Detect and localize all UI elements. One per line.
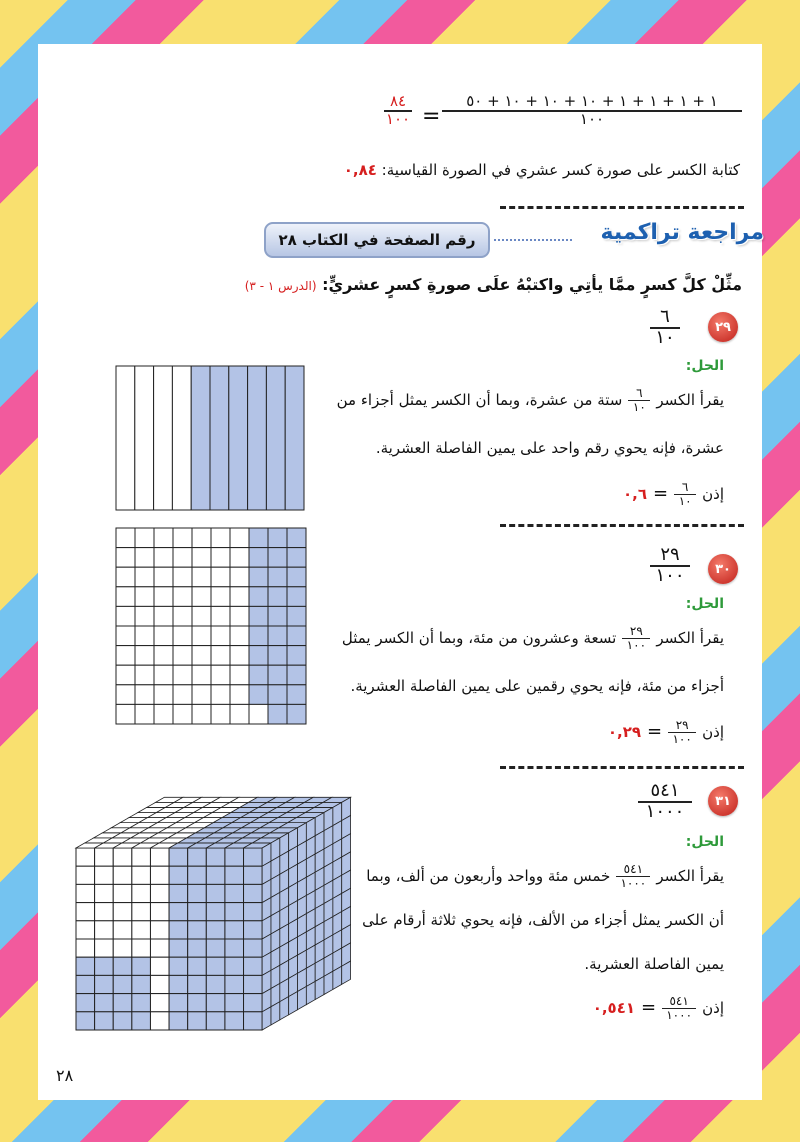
cube-face-cell (113, 866, 132, 884)
shaded-cube-face-cell (188, 903, 207, 921)
then-word: إذن (702, 999, 724, 1017)
shaded-cube-face-cell (225, 1012, 244, 1030)
cube-face-cell (150, 939, 169, 957)
conclusion-line (593, 994, 724, 1022)
cube-face-cell (150, 884, 169, 902)
conclusion-line (623, 480, 724, 508)
hundredth-cell (116, 685, 135, 705)
shaded-hundredth (249, 528, 268, 548)
tenth-strip (154, 366, 173, 510)
shaded-cube-face-cell (169, 866, 188, 884)
hundredth-cell (192, 626, 211, 646)
worksheet-page (38, 44, 762, 1100)
cube-face-cell (150, 866, 169, 884)
shaded-hundredth (287, 548, 306, 568)
sum-fraction (442, 94, 742, 128)
cube-face-cell (132, 848, 151, 866)
equals-sign: = (422, 104, 441, 129)
page-reference-text: رقم الصفحة في الكتاب ٢٨ (278, 231, 476, 249)
shaded-hundredth (249, 646, 268, 666)
cube-face-cell (95, 903, 114, 921)
cube-face-cell (113, 848, 132, 866)
cube-face-cell (150, 903, 169, 921)
inline-denominator: ١٠٠ (626, 637, 647, 652)
shaded-cube-face-cell (76, 975, 95, 993)
conclusion-equals: = (647, 721, 663, 742)
dotted-leader (494, 239, 572, 241)
problem-fraction (650, 546, 690, 586)
shaded-cube-face-cell (225, 921, 244, 939)
shaded-cube-face-cell (169, 975, 188, 993)
shaded-cube-face-cell (244, 884, 263, 902)
cube-face-cell (132, 939, 151, 957)
shaded-cube-face-cell (132, 1012, 151, 1030)
hundredth-cell (192, 567, 211, 587)
hundredth-cell (135, 704, 154, 724)
hundredth-cell (230, 528, 249, 548)
conclusion-equals: = (641, 997, 657, 1018)
shaded-cube-face-cell (206, 884, 225, 902)
hundredth-cell (135, 567, 154, 587)
hundredth-cell (173, 587, 192, 607)
shaded-hundredth (287, 587, 306, 607)
tenth-strip (135, 366, 154, 510)
shaded-cube-face-cell (95, 1012, 114, 1030)
hundredth-cell (154, 685, 173, 705)
shaded-cube-face-cell (188, 1012, 207, 1030)
solution-label: الحل: (685, 834, 724, 850)
shaded-cube-face-cell (76, 1012, 95, 1030)
then-word: إذن (702, 723, 724, 741)
problem-number-badge: ٣١ (708, 786, 738, 816)
shaded-hundredth (268, 606, 287, 626)
hundredth-cell (230, 606, 249, 626)
shaded-cube-face-cell (132, 957, 151, 975)
result-fraction (384, 94, 412, 128)
shaded-cube-face-cell (206, 975, 225, 993)
shaded-cube-face-cell (188, 884, 207, 902)
hundredth-cell (192, 528, 211, 548)
shaded-cube-face-cell (113, 994, 132, 1012)
shaded-cube-face-cell (206, 994, 225, 1012)
shaded-hundredth (287, 626, 306, 646)
conclusion-fraction (674, 481, 696, 507)
shaded-cube-face-cell (225, 884, 244, 902)
answer-value: ٠,٥٤١ (592, 999, 636, 1017)
answer-value: ٠,٦ (623, 485, 648, 503)
shaded-hundredth (287, 646, 306, 666)
top-equation (384, 94, 744, 144)
shaded-cube-face-cell (206, 903, 225, 921)
cube-face-cell (150, 957, 169, 975)
result-denominator: ١٠٠ (385, 109, 411, 128)
cube-face-cell (150, 975, 169, 993)
shaded-hundredth (249, 587, 268, 607)
hundredth-cell (211, 528, 230, 548)
shaded-cube-face-cell (169, 1012, 188, 1030)
hundredth-cell (154, 548, 173, 568)
sum-numerator: ١ + ١ + ١ + ١ + ١٠ + ١٠ + ١٠ + ٥٠ (466, 92, 718, 110)
cube-face-cell (113, 939, 132, 957)
cube-face-cell (132, 866, 151, 884)
conclusion-fraction (662, 995, 696, 1021)
shaded-cube-face-cell (244, 848, 263, 866)
shaded-cube-face-cell (206, 921, 225, 939)
standard-form-value: ٠,٨٤ (343, 161, 377, 179)
shaded-hundredth (268, 685, 287, 705)
explanation-line-1 (304, 624, 724, 652)
shaded-cube-face-cell (244, 939, 263, 957)
instruction-line (222, 271, 742, 300)
shaded-cube-face-cell (188, 848, 207, 866)
explanation-line-2: أن الكسر يمثل أجزاء من الألف، فإنه يحوي ثلاثة أرقام على (362, 911, 724, 929)
cube-face-cell (95, 921, 114, 939)
inline-fraction (622, 625, 650, 651)
shaded-cube-face-cell (113, 957, 132, 975)
cube-face-cell (76, 903, 95, 921)
conclusion-numerator: ٦ (681, 479, 689, 494)
tenths-model (114, 364, 306, 514)
page-reference-badge (264, 222, 490, 258)
fraction-numerator: ٢٩ (660, 544, 680, 565)
shaded-hundredth (249, 665, 268, 685)
standard-form-line (220, 156, 740, 184)
shaded-cube-face-cell (188, 921, 207, 939)
shaded-tenth (210, 366, 229, 510)
shaded-cube-face-cell (225, 866, 244, 884)
hundredth-cell (154, 606, 173, 626)
explanation-line-3: يمين الفاصلة العشرية. (584, 955, 724, 973)
shaded-hundredth (268, 646, 287, 666)
inline-denominator: ١٠ (632, 399, 646, 414)
shaded-cube-face-cell (244, 903, 263, 921)
cube-face-cell (113, 921, 132, 939)
shaded-hundredth (249, 626, 268, 646)
shaded-cube-face-cell (225, 903, 244, 921)
hundredth-cell (230, 685, 249, 705)
sum-denominator: ١٠٠ (579, 109, 605, 128)
shaded-cube-face-cell (225, 957, 244, 975)
problem-fraction (650, 308, 680, 348)
read-label: يقرأ الكسر (656, 391, 724, 409)
standard-form-text: كتابة الكسر على صورة كسر عشري في الصورة القياسية: (381, 161, 740, 179)
cube-face-cell (132, 903, 151, 921)
hundredth-cell (135, 606, 154, 626)
explanation-line-1 (304, 386, 724, 414)
hundredth-cell (192, 685, 211, 705)
inline-numerator: ٦ (636, 385, 643, 400)
conclusion-fraction (668, 719, 696, 745)
conclusion-numerator: ٥٤١ (669, 993, 689, 1008)
cube-face-cell (150, 1012, 169, 1030)
hundredth-cell (135, 665, 154, 685)
hundredth-cell (192, 646, 211, 666)
inline-fraction (628, 387, 650, 413)
cube-face-cell (150, 921, 169, 939)
hundredth-cell (192, 587, 211, 607)
explanation-text: خمس مئة وواحد وأربعون من ألف، وبما (366, 867, 611, 885)
shaded-tenth (285, 366, 304, 510)
cube-face-cell (113, 903, 132, 921)
fraction-denominator: ١٠٠٠ (645, 800, 685, 822)
hundredth-cell (154, 567, 173, 587)
hundredth-cell (211, 626, 230, 646)
hundredths-model (114, 526, 308, 728)
hundredth-cell (173, 606, 192, 626)
shaded-tenth (248, 366, 267, 510)
conclusion-denominator: ١٠ (678, 493, 692, 508)
hundredth-cell (173, 626, 192, 646)
hundredth-cell (116, 528, 135, 548)
shaded-hundredth (287, 528, 306, 548)
cube-face-cell (76, 866, 95, 884)
thousandths-model (74, 796, 354, 1038)
hundredth-cell (154, 646, 173, 666)
cube-face-cell (76, 921, 95, 939)
hundredth-cell (173, 704, 192, 724)
hundredth-cell (116, 665, 135, 685)
shaded-cube-face-cell (206, 866, 225, 884)
solution-label: الحل: (685, 596, 724, 612)
problem-fraction (638, 782, 692, 822)
fraction-numerator: ٥٤١ (650, 780, 680, 801)
cube-face-cell (76, 848, 95, 866)
shaded-hundredth (268, 704, 287, 724)
lesson-reference: (الدرس ١ - ٣) (244, 279, 317, 293)
conclusion-equals: = (653, 483, 669, 504)
hundredth-cell (230, 646, 249, 666)
shaded-hundredth (268, 567, 287, 587)
hundredth-cell (116, 646, 135, 666)
divider-1 (500, 206, 744, 209)
hundredth-cell (230, 665, 249, 685)
problem-number-badge: ٢٩ (708, 312, 738, 342)
hundredth-cell (230, 548, 249, 568)
hundredth-cell (211, 587, 230, 607)
shaded-cube-face-cell (113, 1012, 132, 1030)
inline-numerator: ٥٤١ (623, 861, 644, 876)
hundredth-cell (116, 548, 135, 568)
tenth-strip (172, 366, 191, 510)
hundredth-cell (116, 626, 135, 646)
cube-face-cell (76, 884, 95, 902)
hundredth-cell (192, 606, 211, 626)
shaded-cube-face-cell (188, 994, 207, 1012)
hundredth-cell (116, 567, 135, 587)
shaded-cube-face-cell (206, 957, 225, 975)
hundredth-cell (173, 528, 192, 548)
cube-face-cell (76, 939, 95, 957)
shaded-cube-face-cell (113, 975, 132, 993)
read-label: يقرأ الكسر (656, 867, 724, 885)
shaded-cube-face-cell (76, 994, 95, 1012)
cube-face-cell (95, 939, 114, 957)
divider-3 (500, 766, 744, 769)
hundredth-cell (135, 626, 154, 646)
cube-face-cell (150, 994, 169, 1012)
explanation-line-2: أجزاء من مئة، فإنه يحوي رقمين على يمين الفاصلة العشرية. (350, 677, 724, 695)
inline-numerator: ٢٩ (629, 623, 643, 638)
shaded-cube-face-cell (188, 975, 207, 993)
hundredth-cell (211, 646, 230, 666)
hundredth-cell (173, 548, 192, 568)
shaded-hundredth (287, 665, 306, 685)
inline-fraction (616, 863, 650, 889)
page-number: ٢٨ (56, 1066, 74, 1085)
conclusion-denominator: ١٠٠٠ (666, 1007, 693, 1022)
hundredth-cell (211, 665, 230, 685)
hundredth-cell (211, 548, 230, 568)
hundredth-cell (154, 587, 173, 607)
hundredth-cell (135, 528, 154, 548)
hundredth-cell (192, 548, 211, 568)
result-numerator: ٨٤ (389, 92, 407, 110)
shaded-cube-face-cell (188, 939, 207, 957)
shaded-cube-face-cell (188, 957, 207, 975)
cube-face-cell (150, 848, 169, 866)
shaded-cube-face-cell (244, 1012, 263, 1030)
shaded-cube-face-cell (95, 975, 114, 993)
hundredth-cell (135, 548, 154, 568)
hundredth-cell (230, 626, 249, 646)
shaded-cube-face-cell (244, 957, 263, 975)
hundredth-cell (154, 704, 173, 724)
fraction-numerator: ٦ (660, 306, 670, 327)
cube-face-cell (95, 866, 114, 884)
shaded-cube-face-cell (206, 939, 225, 957)
shaded-cube-face-cell (244, 975, 263, 993)
conclusion-numerator: ٢٩ (675, 717, 689, 732)
hundredth-cell (230, 567, 249, 587)
hundredth-cell (192, 665, 211, 685)
shaded-hundredth (287, 567, 306, 587)
cube-face-cell (95, 884, 114, 902)
explanation-text: تسعة وعشرون من مئة، وبما أن الكسر يمثل (341, 629, 617, 647)
explanation-line-1 (324, 862, 724, 890)
shaded-cube-face-cell (95, 994, 114, 1012)
shaded-hundredth (287, 704, 306, 724)
hundredth-cell (135, 646, 154, 666)
solution-label: الحل: (685, 358, 724, 374)
hundredth-cell (135, 587, 154, 607)
hundredth-cell (211, 567, 230, 587)
explanation-text: ستة من عشرة، وبما أن الكسر يمثل أجزاء من (336, 391, 623, 409)
answer-value: ٠,٢٩ (607, 723, 642, 741)
hundredth-cell (192, 704, 211, 724)
hundredth-cell (173, 685, 192, 705)
hundredth-cell (211, 704, 230, 724)
hundredth-cell (116, 587, 135, 607)
shaded-cube-face-cell (169, 939, 188, 957)
shaded-cube-face-cell (169, 884, 188, 902)
shaded-hundredth (268, 665, 287, 685)
shaded-hundredth (249, 685, 268, 705)
shaded-hundredth (268, 626, 287, 646)
shaded-hundredth (268, 548, 287, 568)
shaded-cube-face-cell (244, 866, 263, 884)
shaded-tenth (229, 366, 248, 510)
shaded-hundredth (287, 685, 306, 705)
cube-face-cell (132, 921, 151, 939)
fraction-denominator: ١٠ (655, 326, 675, 348)
shaded-cube-face-cell (169, 848, 188, 866)
instruction-text: مثِّلْ كلَّ كسرٍ ممَّا يأتِي واكتبْهُ علَى صورةِ كسرٍ عشريٍّ: (322, 275, 742, 294)
hundredth-cell (173, 567, 192, 587)
hundredth-cell (211, 685, 230, 705)
hundredth-cell (173, 646, 192, 666)
explanation-line-2: عشرة، فإنه يحوي رقم واحد على يمين الفاصلة العشرية. (375, 439, 724, 457)
shaded-cube-face-cell (95, 957, 114, 975)
shaded-cube-face-cell (132, 975, 151, 993)
shaded-cube-face-cell (169, 994, 188, 1012)
read-label: يقرأ الكسر (656, 629, 724, 647)
hundredth-cell (230, 704, 249, 724)
conclusion-line (608, 718, 724, 746)
shaded-cube-face-cell (225, 975, 244, 993)
shaded-hundredth (249, 567, 268, 587)
cube-face-cell (95, 848, 114, 866)
shaded-cube-face-cell (244, 921, 263, 939)
hundredth-cell (173, 665, 192, 685)
shaded-cube-face-cell (225, 939, 244, 957)
fraction-denominator: ١٠٠ (655, 564, 685, 586)
hundredth-cell (154, 665, 173, 685)
shaded-cube-face-cell (169, 957, 188, 975)
shaded-cube-face-cell (206, 1012, 225, 1030)
shaded-hundredth (249, 606, 268, 626)
shaded-cube-face-cell (132, 994, 151, 1012)
hundredth-cell (154, 528, 173, 548)
shaded-hundredth (268, 587, 287, 607)
then-word: إذن (702, 485, 724, 503)
shaded-cube-face-cell (244, 994, 263, 1012)
hundredth-cell (116, 606, 135, 626)
shaded-tenth (191, 366, 210, 510)
cube-face-cell (113, 884, 132, 902)
shaded-cube-face-cell (206, 848, 225, 866)
shaded-cube-face-cell (169, 903, 188, 921)
shaded-cube-face-cell (76, 957, 95, 975)
hundredth-cell (249, 704, 268, 724)
shaded-hundredth (268, 528, 287, 548)
review-title: مراجعة تراكمية (600, 220, 764, 245)
shaded-cube-face-cell (225, 994, 244, 1012)
problem-number-badge: ٣٠ (708, 554, 738, 584)
shaded-hundredth (249, 548, 268, 568)
inline-denominator: ١٠٠٠ (620, 875, 647, 890)
shaded-cube-face-cell (188, 866, 207, 884)
shaded-hundredth (287, 606, 306, 626)
hundredth-cell (154, 626, 173, 646)
hundredth-cell (230, 587, 249, 607)
hundredth-cell (135, 685, 154, 705)
hundredth-cell (211, 606, 230, 626)
conclusion-denominator: ١٠٠ (672, 731, 692, 746)
hundredth-cell (116, 704, 135, 724)
shaded-tenth (266, 366, 285, 510)
cube-face-cell (132, 884, 151, 902)
shaded-cube-face-cell (225, 848, 244, 866)
divider-2 (500, 524, 744, 527)
shaded-cube-face-cell (169, 921, 188, 939)
tenth-strip (116, 366, 135, 510)
